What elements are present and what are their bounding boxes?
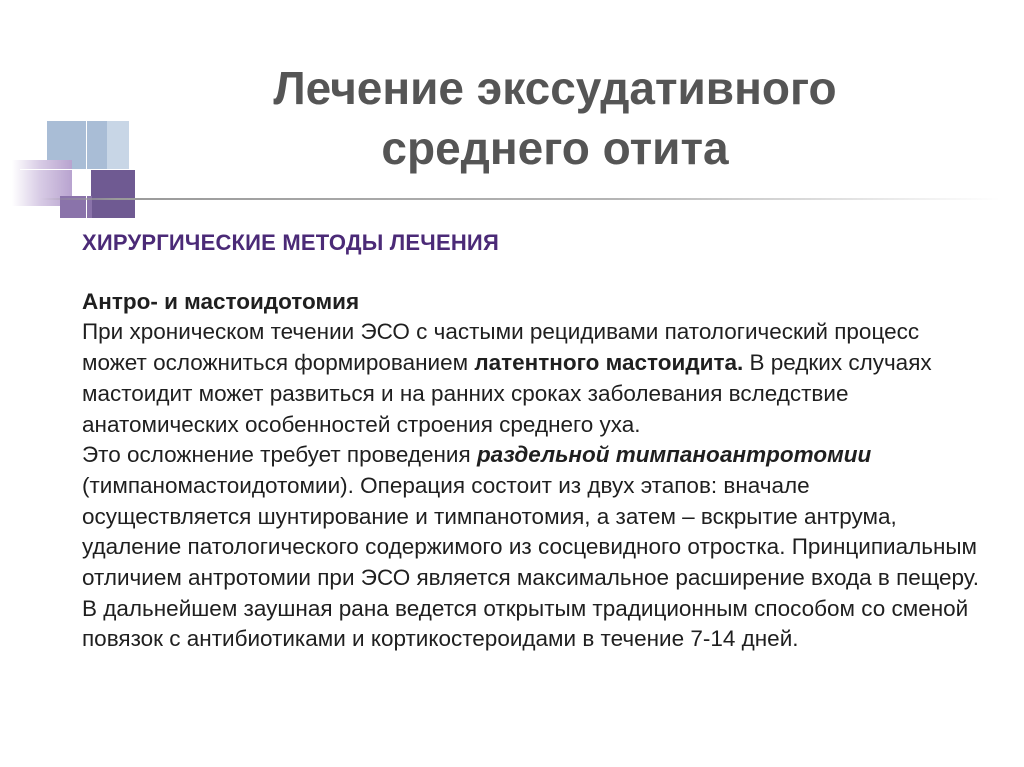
slide-title xyxy=(150,58,960,178)
title-line-1: Лечение экссудативного xyxy=(273,62,837,114)
paragraph-2 xyxy=(82,440,982,655)
slide-body xyxy=(82,228,982,655)
section-heading: ХИРУРГИЧЕСКИЕ МЕТОДЫ ЛЕЧЕНИЯ xyxy=(82,230,499,255)
title-divider xyxy=(40,198,1000,200)
subheading: Антро- и мастоидотомия xyxy=(82,288,360,314)
paragraph-2-text: Это осложнение требует проведения xyxy=(82,442,477,468)
paragraph-1 xyxy=(82,317,982,440)
decor-vertical-line xyxy=(86,104,87,222)
paragraph-1-text-end: В редких случаях мастоидит может развиться и на ранних сроках заболевания вследствие анатомических особенностей строения среднего уха. xyxy=(82,350,932,437)
decor-square-lightblue xyxy=(107,121,129,169)
paragraph-1-bold: латентного мастоидита. xyxy=(474,350,744,376)
title-line-2: среднего отита xyxy=(381,122,729,174)
paragraph-1-text: При хроническом течении ЭСО с частыми рецидивами патологический процесс может осложниться формированием xyxy=(82,319,920,376)
paragraph-2-emphasis: раздельной тимпаноантротомии xyxy=(476,442,872,468)
paragraph-2-text-end: (тимпаномастоидотомии). Операция состоит из двух этапов: вначале осуществляется шунтирование и тимпанотомия, а затем – вскрытие антрума, удаление патологического содержимого из сосцевидного отростка. Принципиальным отличием антротомии при ЭСО является максимальное расширение входа в пещеру. В дальнейшем заушная рана ведется открытым традиционным способом со сменой повязок с антибиотиками и кортикостероидами в течение 7-14 дней. xyxy=(82,472,980,652)
decor-square-purple xyxy=(91,170,135,218)
decor-horizontal-line xyxy=(20,169,146,170)
